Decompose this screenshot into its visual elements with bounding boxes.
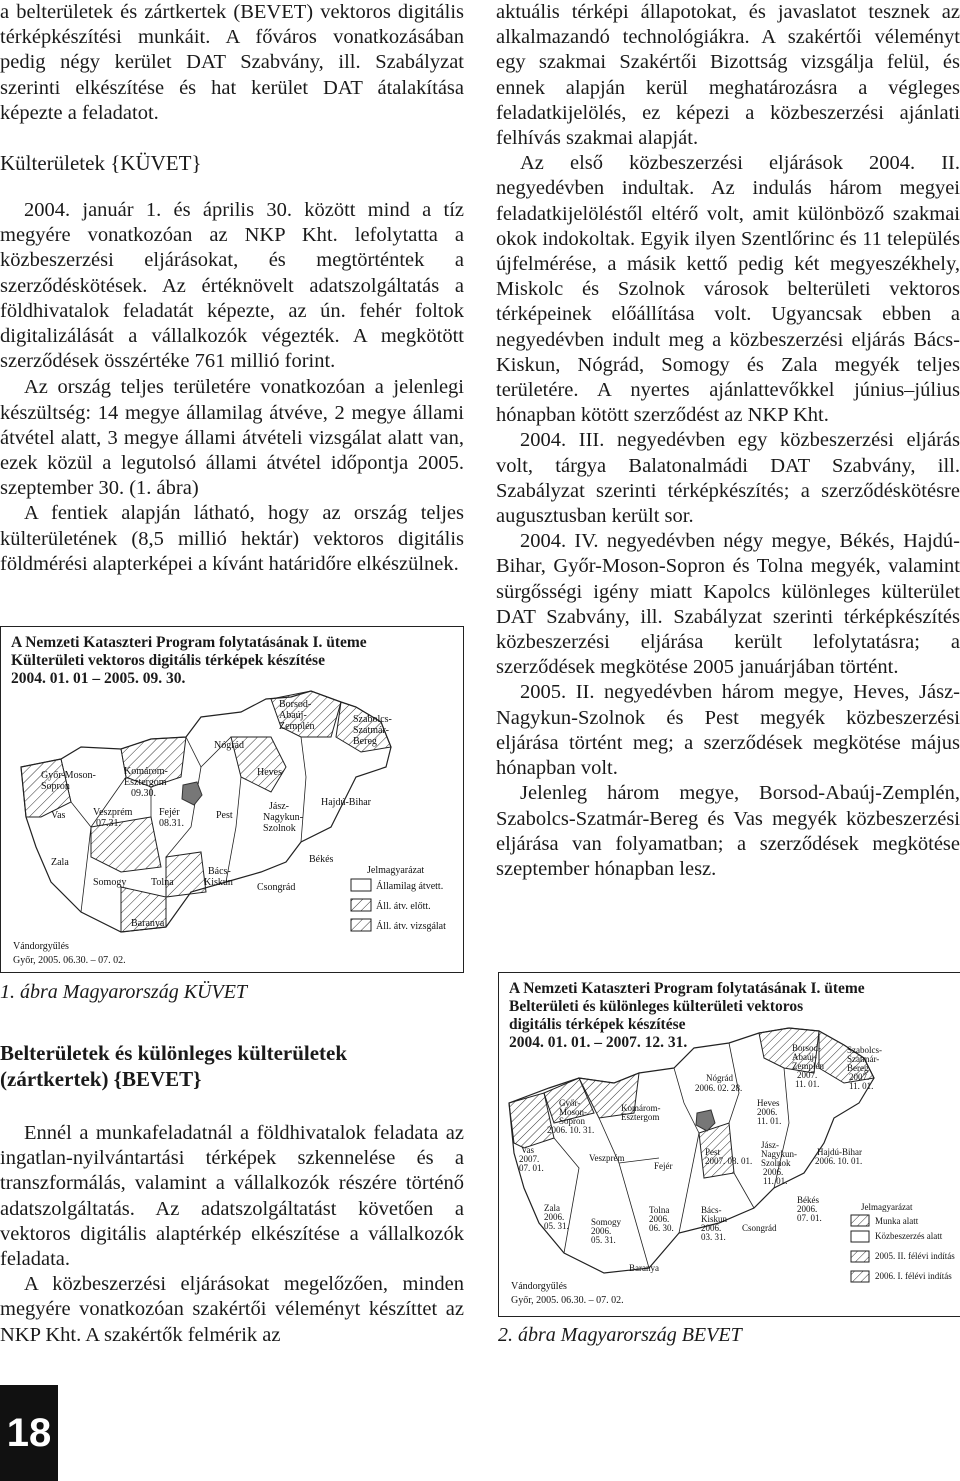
- svg-text:Veszprém: Veszprém: [589, 1153, 625, 1163]
- svg-text:Győr-: Győr-: [559, 1098, 581, 1108]
- svg-text:2006.: 2006.: [797, 1204, 818, 1214]
- figure-2-legend: [851, 1202, 955, 1282]
- svg-text:Hajdú-Bihar: Hajdú-Bihar: [321, 797, 371, 808]
- svg-text:Kiskun: Kiskun: [204, 877, 233, 888]
- svg-text:03. 31.: 03. 31.: [701, 1232, 726, 1242]
- svg-text:Szatmár-: Szatmár-: [847, 1054, 880, 1064]
- svg-text:2006. I. félévi indítás: 2006. I. félévi indítás: [875, 1271, 952, 1281]
- figure-1-map-svg: [1, 627, 463, 972]
- svg-text:Abaúj-: Abaúj-: [279, 710, 307, 721]
- figure-2-bevet-map: [498, 972, 960, 1317]
- svg-text:Győr, 2005. 06.30. – 07. 02.: Győr, 2005. 06.30. – 07. 02.: [13, 955, 126, 966]
- svg-text:Fejér: Fejér: [159, 807, 180, 818]
- svg-text:Vándorgyűlés: Vándorgyűlés: [13, 941, 69, 952]
- svg-text:Pest: Pest: [216, 810, 233, 821]
- svg-text:Bács-: Bács-: [701, 1205, 722, 1215]
- svg-text:07. 01.: 07. 01.: [519, 1163, 544, 1173]
- svg-text:Jász-: Jász-: [761, 1140, 779, 1150]
- svg-text:Kiskun: Kiskun: [701, 1214, 728, 1224]
- left-column-lower: [0, 1040, 464, 1348]
- svg-text:Baranya: Baranya: [629, 1263, 659, 1273]
- svg-text:Áll. átv. vizsgálat: Áll. átv. vizsgálat: [376, 921, 446, 932]
- figure-1-footer: [13, 941, 126, 966]
- svg-text:Veszprém: Veszprém: [93, 807, 133, 818]
- svg-text:Somogy: Somogy: [93, 877, 127, 888]
- svg-text:2007.: 2007.: [849, 1072, 870, 1082]
- svg-text:Sopron: Sopron: [559, 1116, 586, 1126]
- svg-text:Jelmagyarázat: Jelmagyarázat: [367, 865, 425, 876]
- svg-text:Pest: Pest: [705, 1147, 721, 1157]
- figure-1-legend: [351, 865, 446, 932]
- svg-text:Vas: Vas: [521, 1145, 534, 1155]
- svg-text:2007.: 2007.: [519, 1154, 540, 1164]
- svg-text:Heves: Heves: [757, 1098, 780, 1108]
- kuvet-paragraph-2: Az ország teljes területére vonatkozóan a jelenlegi készültség: 14 megye államilag átvéve, 2 megye állami átvétel alatt, 3 megye állami átvételi vizsgálat alatt van, ezek közül a legutolsó állami átvétel időpontja 2005. szeptember 30. (1. ábra): [0, 376, 464, 500]
- svg-text:2006. 10. 31.: 2006. 10. 31.: [547, 1125, 595, 1135]
- right-paragraph-4: 2004. IV. negyedévben négy megye, Békés, Hajdú-Bihar, Győr-Moson-Sopron és Tolna megyék, valamint sürgősségi igény miatt Kapolcs különleges külterület DAT Szabvány, ill. Szabályzat szerinti térképkészítés közbeszerzési eljárása került lefolytatásra; a szerződések megkötése 2005 januárjában történt.: [496, 530, 960, 679]
- svg-text:Heves: Heves: [257, 767, 282, 778]
- svg-text:Somogy: Somogy: [591, 1217, 622, 1227]
- svg-text:Sopron: Sopron: [41, 781, 70, 792]
- svg-text:Borsod-: Borsod-: [792, 1043, 821, 1053]
- svg-text:Nagykun-: Nagykun-: [263, 812, 303, 823]
- bevet-heading: Belterületek és különleges külterületek (zártkertek) {BEVET}: [0, 1041, 348, 1091]
- svg-text:2006.: 2006.: [757, 1107, 778, 1117]
- svg-text:Borsod-: Borsod-: [279, 699, 312, 710]
- figure-2-title: A Nemzeti Kataszteri Program folytatásának I. üteme Belterületi és különleges külterületi vektoros digitális térképek készítése 2004. 01. 01. – 2007. 12. 31.: [509, 980, 865, 1051]
- bevet-paragraph-1: Ennél a munkafeladatnál a földhivatalok feladata az ingatlan-nyilvántartási térképek szkennelése és a transzformálás, valamint a vállalkozók részére történő adatszolgáltatás. Az adatszolgáltatást követően a vektoros digitális alaptérkép elkészítése a vállalkozók feladata.: [0, 1122, 464, 1271]
- svg-text:2006.: 2006.: [649, 1214, 670, 1224]
- svg-text:2006.: 2006.: [591, 1226, 612, 1236]
- right-paragraph-3: 2004. III. negyedévben egy közbeszerzési eljárás volt, tárgya Balatonalmádi DAT Szabvány, ill. Szabályzat szerinti térképkészítés; a szerződéskötésre augusztusban került sor.: [496, 429, 960, 528]
- right-paragraph-2: Az első közbeszerzési eljárások 2004. II. negyedévben indultak. Az indulás három megyei feladatkijelöléstől eltérő volt, amit különböző szakmai okok indokoltak. Egyik ilyen Szentlőrinc és 11 település újfelmérése, a másik kettő pedig két megyeszékhely, Miskolc és Szolnok városok belterületi vektoros térképeinek előállítása volt. Ugyancsak ebben a negyedévben indult meg a közbeszerzési eljárás Bács-Kiskun, Nógrád, Somogy és Zala megyék teljes területére. A nyertes ajánlattevőkkel június–július hónapban kötött szerződést az NKP Kht.: [496, 152, 960, 427]
- right-column: [496, 0, 960, 882]
- svg-text:Közbeszerzés alatt: Közbeszerzés alatt: [875, 1231, 943, 1241]
- svg-text:Bereg: Bereg: [353, 736, 377, 747]
- svg-text:Államilag átvett.: Államilag átvett.: [376, 881, 444, 892]
- left-column: [0, 0, 464, 577]
- svg-text:Abaúj-: Abaúj-: [792, 1052, 817, 1062]
- svg-text:2006.: 2006.: [701, 1223, 722, 1233]
- svg-text:09.30.: 09.30.: [131, 788, 156, 799]
- svg-text:Zala: Zala: [544, 1203, 560, 1213]
- intro-paragraph: a belterületek és zártkertek (BEVET) vektoros digitális térképkészítési munkáit. A főváros vonatkozásában pedig négy kerület DAT Szabvány, ill. Szabályzat szerinti elkészítése és hat kerület DAT átalakítása képezte a feladatot.: [0, 1, 464, 124]
- right-paragraph-5: 2005. II. negyedévben három megye, Heves, Jász-Nagykun-Szolnok és Pest megyék közbeszerzési eljárása történt meg; a szerződések megkötése május hónapban volt.: [496, 681, 960, 780]
- svg-text:Baranya: Baranya: [131, 918, 165, 929]
- svg-text:08.31.: 08.31.: [159, 818, 184, 829]
- hungary-outline: [21, 691, 391, 932]
- svg-text:Győr, 2005. 06.30. – 07. 02.: Győr, 2005. 06.30. – 07. 02.: [511, 1295, 624, 1306]
- svg-text:2006.: 2006.: [544, 1212, 565, 1222]
- svg-text:Zala: Zala: [51, 857, 69, 868]
- svg-text:Szolnok: Szolnok: [761, 1158, 791, 1168]
- figure-2-caption: 2. ábra Magyarország BEVET: [498, 1324, 742, 1346]
- figure-1-caption: 1. ábra Magyarország KÜVET: [0, 981, 248, 1003]
- kuvet-heading: Külterületek {KÜVET}: [0, 151, 202, 176]
- svg-text:11. 01.: 11. 01.: [757, 1116, 782, 1126]
- svg-text:Nógrád: Nógrád: [706, 1073, 733, 1083]
- bevet-paragraph-2: A közbeszerzési eljárásokat megelőzően, minden megyére vonatkozóan szakértői véleményt készíttet az NKP Kht. A szakértők felmérik az: [0, 1273, 464, 1346]
- svg-text:Esztergom: Esztergom: [124, 777, 167, 788]
- svg-text:Jász-: Jász-: [269, 801, 289, 812]
- svg-text:2006. 02. 28.: 2006. 02. 28.: [695, 1083, 743, 1093]
- svg-text:Győr-Moson-: Győr-Moson-: [41, 770, 96, 781]
- kuvet-paragraph-3: A fentiek alapján látható, hogy az ország teljes külterületének (8,5 millió hektár) vektoros digitális földmérési alapterképei a kívánt határidőre elkészülnek.: [0, 502, 464, 575]
- svg-text:07.31.: 07.31.: [96, 818, 121, 829]
- svg-text:06. 30.: 06. 30.: [649, 1223, 674, 1233]
- svg-text:Békés: Békés: [309, 854, 334, 865]
- svg-text:Tolna: Tolna: [151, 877, 174, 888]
- svg-text:2007.: 2007.: [797, 1070, 818, 1080]
- svg-text:Nógrád: Nógrád: [214, 740, 244, 751]
- svg-text:Vándorgyűlés: Vándorgyűlés: [511, 1281, 567, 1292]
- right-paragraph-6: Jelenleg három megye, Borsod-Abaúj-Zemplén, Szabolcs-Szatmár-Bereg és Vas megyék közbeszerzési eljárása van folyamatban; a szerződések megkötése szeptember hónapban lesz.: [496, 782, 960, 880]
- svg-text:Moson-: Moson-: [559, 1107, 588, 1117]
- svg-text:Csongrád: Csongrád: [742, 1223, 777, 1233]
- page-number: 18: [0, 1385, 58, 1481]
- svg-text:Hajdú-Bihar: Hajdú-Bihar: [817, 1147, 862, 1157]
- svg-text:Jelmagyarázat: Jelmagyarázat: [861, 1202, 913, 1212]
- svg-text:Zemplén: Zemplén: [279, 721, 315, 732]
- svg-text:Komárom-: Komárom-: [621, 1103, 661, 1113]
- svg-text:Tolna: Tolna: [649, 1205, 670, 1215]
- svg-text:Fejér: Fejér: [654, 1161, 673, 1171]
- svg-text:Vas: Vas: [51, 810, 66, 821]
- figure-1-kuvet-map: [0, 626, 464, 973]
- figure-2-footer: [511, 1281, 624, 1306]
- svg-text:11. 01.: 11. 01.: [849, 1081, 874, 1091]
- svg-text:Szatmár-: Szatmár-: [353, 725, 389, 736]
- svg-text:Szolnok: Szolnok: [263, 823, 296, 834]
- svg-text:2006. 10. 01.: 2006. 10. 01.: [815, 1156, 863, 1166]
- svg-text:2006.: 2006.: [763, 1167, 784, 1177]
- svg-text:Békés: Békés: [797, 1195, 819, 1205]
- kuvet-paragraph-1: 2004. január 1. és április 30. között mind a tíz megyére vonatkozóan az NKP Kht. lefolytatta a közbeszerzési eljárásokat, és megtörténtek a szerződéskötések. Az értéknövelt adatszolgáltatás a földhivatalok feladatát képezte, az ún. fehér foltok digitalizálását a vállalkozók végezték. A megkötött szerződések összértéke 761 millió forint.: [0, 199, 464, 373]
- svg-text:Csongrád: Csongrád: [257, 882, 296, 893]
- svg-text:Szabolcs-: Szabolcs-: [353, 714, 392, 725]
- svg-text:Nagykun-: Nagykun-: [761, 1149, 797, 1159]
- svg-text:2005. II. félévi indítás: 2005. II. félévi indítás: [875, 1251, 955, 1261]
- svg-text:Munka alatt: Munka alatt: [875, 1216, 919, 1226]
- svg-text:05. 31.: 05. 31.: [591, 1235, 616, 1245]
- svg-text:11. 01.: 11. 01.: [763, 1176, 788, 1186]
- svg-text:Esztergom: Esztergom: [621, 1112, 660, 1122]
- svg-text:Szabolcs-: Szabolcs-: [847, 1045, 882, 1055]
- svg-text:Áll. átv. előtt.: Áll. átv. előtt.: [376, 901, 431, 912]
- svg-text:07. 01.: 07. 01.: [797, 1213, 822, 1223]
- figure-2-map-svg: [499, 973, 960, 1316]
- svg-text:Zemplén: Zemplén: [792, 1061, 824, 1071]
- right-paragraph-1: aktuális térképi állapotokat, és javaslatot tesznek az alkalmazandó technológiákra. A szakértői véleményt egy szakmai Szakértői Bizottság vizsgálja felül, és ennek alapján kerül meghatározásra a végleges feladatkijelölés, ez képezi a közbeszerzési ajánlati felhívás szakmai alapját.: [496, 1, 960, 150]
- figure-1-title: A Nemzeti Kataszteri Program folytatásának I. üteme Külterületi vektoros digitális térképek készítése 2004. 01. 01 – 2005. 09. 30.: [11, 634, 367, 687]
- svg-text:2007. 08. 01.: 2007. 08. 01.: [705, 1156, 753, 1166]
- svg-text:11. 01.: 11. 01.: [795, 1079, 820, 1089]
- svg-text:Komárom-: Komárom-: [124, 766, 168, 777]
- svg-text:05. 31.: 05. 31.: [544, 1221, 569, 1231]
- svg-text:Bereg: Bereg: [847, 1063, 869, 1073]
- svg-text:Bács-: Bács-: [208, 866, 231, 877]
